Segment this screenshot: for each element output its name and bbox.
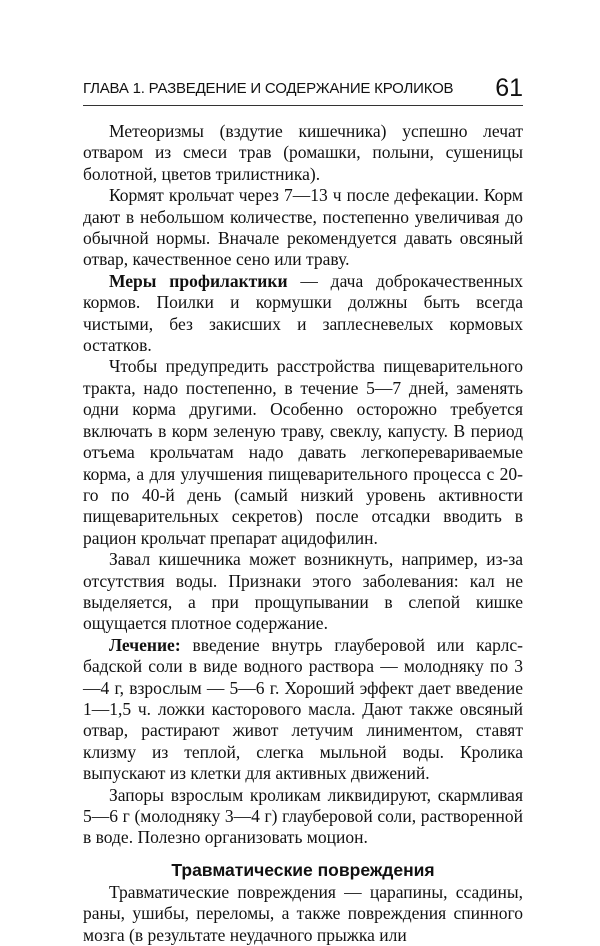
paragraph-text: введение внутрь глауберовой или карлсбадской соли в виде водного раствора — молодняку по 3—4 г, взрослым — 5—6 г. Хороший эффект дает введение 1—1,5 ч. ложки касторового масла. Дают также овсяный отвар, растирают живот летучим линиментом, ставят клизму из теплой, слегка мыльной воды. Кролика выпускают из клетки для активных движений. xyxy=(83,634,523,784)
paragraph-lead: Меры профилактики xyxy=(109,270,288,291)
paragraph-meteorism xyxy=(83,121,523,185)
paragraph-treatment xyxy=(83,635,523,785)
chapter-title: ГЛАВА 1. РАЗВЕДЕНИЕ И СОДЕРЖАНИЕ КРОЛИКОВ xyxy=(83,80,454,97)
paragraph-text: Завал кишечника может возникнуть, например, из-за отсутствия воды. Признаки этого заболевания: кал не выделяется, а при прощупывании в слепой кишке ощущается плотное содержание. xyxy=(83,549,523,634)
paragraph-feeding xyxy=(83,185,523,271)
paragraph-constipation xyxy=(83,785,523,849)
paragraph-text: Травматические повреждения — царапины, ссадины, раны, ушибы, переломы, а также повреждения спинного мозга (в результате неудачного прыжка или xyxy=(83,881,523,945)
paragraph-injuries xyxy=(83,882,523,946)
paragraph-text: Чтобы предупредить расстройства пищеварительного тракта, надо постепенно, в течение 5—7 дней, заменять одни корма другими. Особенно осторожно требуется включать в корм зеленую траву, свеклу, капусту. В период отъема крольчатам надо давать легкоперевариваемые корма, а для улучшения пищеварительного процесса с 20-го по 40-й день (самый низкий уровень активности пищеварительных секретов) после отсадки вводить в рацион крольчат препарат ацидофилин. xyxy=(83,356,523,548)
paragraph-prevention xyxy=(83,271,523,357)
running-head xyxy=(83,74,523,108)
header-rule xyxy=(83,105,523,106)
section-heading: Травматические повреждения xyxy=(171,859,435,880)
body-text xyxy=(83,121,523,946)
page-number: 61 xyxy=(495,74,523,102)
paragraph-lead: Лечение: xyxy=(109,634,181,655)
paragraph-text: — дача доброкачественных кормов. Поилки и кормушки должны быть всегда чистыми, без закисших и заплесневелых кормовых остатков. xyxy=(83,270,523,356)
paragraph-digestive-disorders xyxy=(83,356,523,549)
paragraph-intestinal-blockage xyxy=(83,549,523,635)
paragraph-text: Запоры взрослым кроликам ликвидируют, скармливая 5—6 г (молодняку 3—4 г) глауберовой соли, растворенной в воде. Полезно организовать моцион. xyxy=(83,784,523,848)
paragraph-text: Кормят крольчат через 7—13 ч после дефекации. Корм дают в небольшом количестве, постепенно увеличивая до обычной нормы. Вначале рекомендуется давать овсяный отвар, качественное сено или траву. xyxy=(83,185,523,270)
paragraph-text: Метеоризмы (вздутие кишечника) успешно лечат отваром из смеси трав (ромашки, полыни, сушеницы болотной, цветов трилистника). xyxy=(83,121,523,184)
